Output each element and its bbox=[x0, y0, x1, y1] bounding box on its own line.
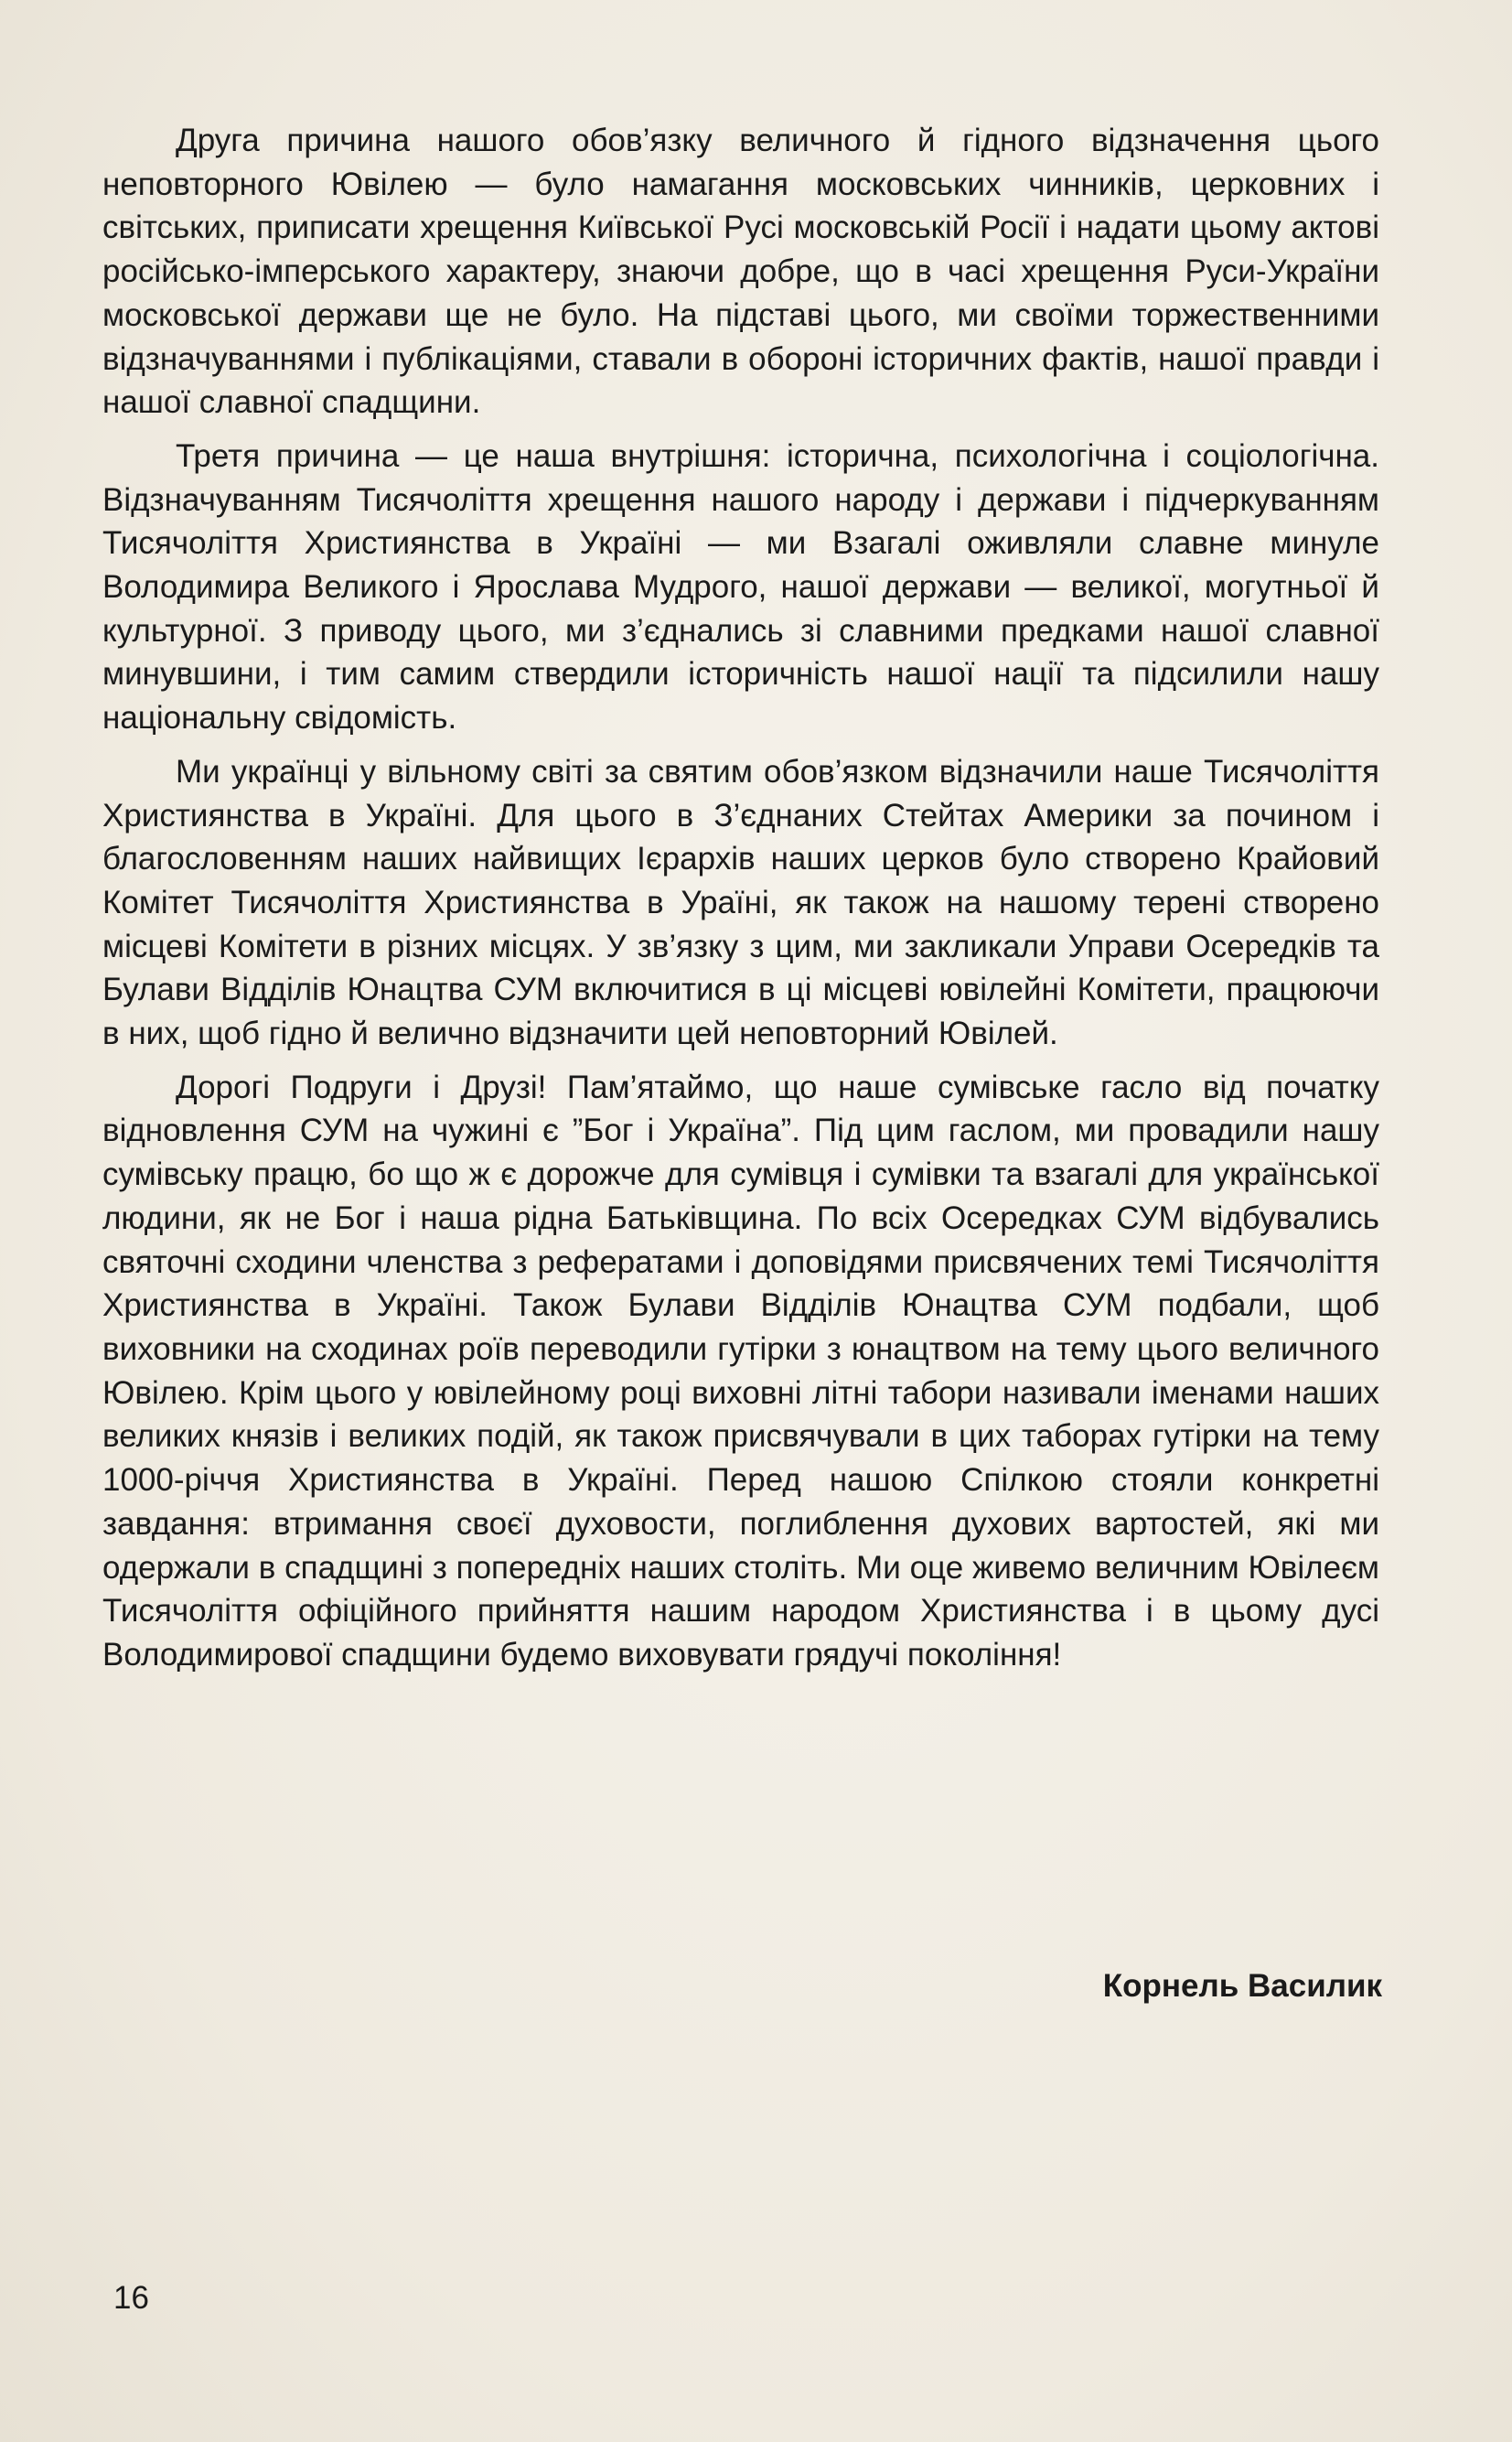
paragraph-1: Друга причина нашого обов’язку величного й гідного відзначення цього неповторного Ювілею — було намагання московських чинників, церковних і світських, приписати хрещення Київської Русі московській Росії і надати цьому актові російсько-імперського характеру, знаючи добре, що в часі хрещення Руси-України московської держави ще не було. На підставі цього, ми своїми торжественними відзначуваннями і публікаціями, ставали в обороні історичних фактів, нашої правди і нашої славної спадщини. bbox=[102, 123, 1379, 421]
paragraph-4: Дорогі Подруги і Друзі! Пам’ятаймо, що наше сумівське гасло від початку відновлення СУМ на чужині є ”Бог і Україна”. Під цим гаслом, ми провадили нашу сумівську працю, бо що ж є дорожче для сумівця і сумівки та взагалі для української людини, як не Бог і наша рідна Батьківщина. По всіх Осередках СУМ відбувались святочні сходини членства з рефератами і доповідями присвячених темі Тисячоліття Християнства в Україні. Також Булави Відділів Юнацтва СУМ подбали, щоб виховники на сходинах роїв переводили гутірки з юнацтвом на тему цього величного Ювілею. Крім цього у ювілейному році виховні літні табори називали іменами наших великих князів і великих подій, як також присвячували в цих таборах гутірки на тему 1000-річчя Християнства в Україні. Перед нашою Спілкою стояли конкретні завдання: втримання своєї духовости, поглиблення духових вартостей, які ми одержали в спадщині з попередніх наших століть. Ми оце живемо величним Ювілеєм Тисячоліття офіційного прийняття нашим народом Християнства і в цьому дусі Володимирової спадщини будемо виховувати грядучі покоління! bbox=[102, 1069, 1379, 1673]
author-signature: Корнель Василик bbox=[1102, 1968, 1382, 2004]
paragraph-2: Третя причина — це наша внутрішня: історична, психологічна і соціологічна. Відзначуванням Тисячоліття хрещення нашого народу і держави і підчеркуванням Тисячоліття Християнства в Україні — ми Взагалі оживляли славне минуле Володимира Великого і Ярослава Мудрого, нашої держави — великої, могутньої й культурної. З приводу цього, ми з’єднались зі славними предками нашої славної минувшини, і тим самим ствердили історичність нашої нації та підсилили нашу національну свідомість. bbox=[102, 437, 1379, 737]
paragraph-3: Ми українці у вільному світі за святим обов’язком відзначили наше Тисячоліття Християнства в Україні. Для цього в З’єднаних Стейтах Америки за почином і благословенням наших найвищих Ієрархів наших церков було створено Крайовий Комітет Тисячоліття Християнства в Ураїні, як також на нашому терені створено місцеві Комітети в різних місцях. У зв’язку з цим, ми закликали Управи Осередків та Булави Відділів Юнацтва СУМ включитися в ці місцеві ювілейні Комітети, працюючи в них, щоб гідно й велично відзначити цей неповторний Ювілей. bbox=[102, 753, 1379, 1052]
page-number: 16 bbox=[113, 2280, 149, 2316]
body-text bbox=[102, 119, 1379, 1677]
